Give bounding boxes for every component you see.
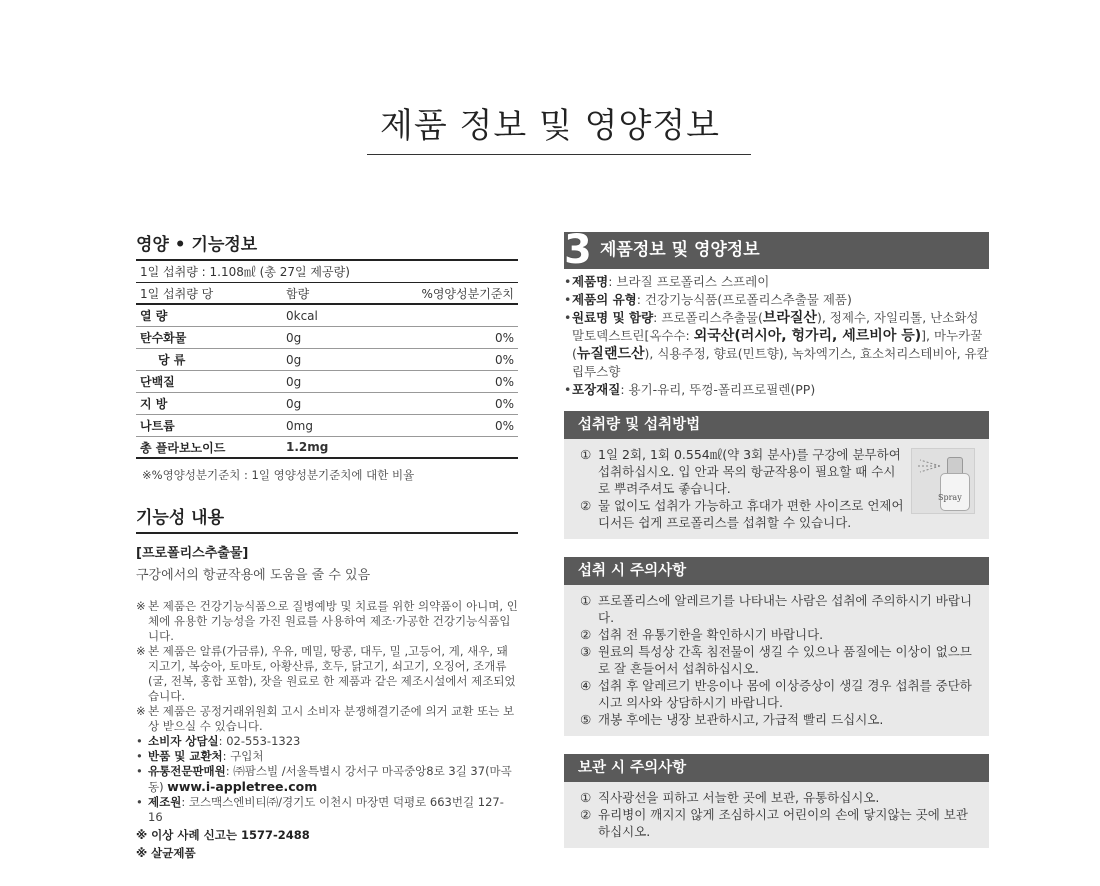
product-info-list <box>564 273 989 399</box>
nutrient-amount: 0mg <box>286 418 313 433</box>
distributor-url[interactable]: www.i-appletree.com <box>167 779 318 794</box>
consumer-center: • 소비자 상담실: 02-553-1323 <box>136 734 301 748</box>
product-package: • 포장재질: 용기-유리, 뚜껑-폴리프로필렌(PP) <box>564 382 816 397</box>
serving-size: 1일 섭취량 : 1.108㎖ (총 27일 제공량) <box>140 265 350 279</box>
functional-title: 기능성 내용 <box>136 503 518 534</box>
nutrition-row <box>136 437 518 459</box>
nutrient-name: 단백질 <box>140 375 175 389</box>
nutrient-amount: 1.2mg <box>286 440 329 454</box>
nutrient-name: 지 방 <box>140 397 168 411</box>
dosage-body <box>564 439 989 539</box>
report-hotline: ※ 이상 사례 신고는 1577-2488 <box>136 828 310 842</box>
product-info-title: 제품정보 및 영양정보 <box>600 240 760 260</box>
title-divider <box>367 154 751 155</box>
page-title: 제품 정보 및 영양정보 <box>379 106 721 146</box>
cautions-body <box>564 585 989 736</box>
header-amount: 함량 <box>286 286 310 301</box>
nutrition-table <box>136 259 518 459</box>
nutrient-pct: 0% <box>494 396 514 411</box>
spray-bottle-icon <box>911 448 975 514</box>
dosage-title: 섭취량 및 섭취방법 <box>564 411 989 439</box>
nutrition-footnote: ※%영양성분기준치 : 1일 영양성분기준치에 대한 비율 <box>142 468 415 482</box>
storage-title: 보관 시 주의사항 <box>564 754 989 782</box>
nutrition-row <box>136 415 518 437</box>
right-column <box>564 227 989 848</box>
nutrient-name: 총 플라보노이드 <box>140 440 226 455</box>
nutrient-name: 당 류 <box>158 353 186 367</box>
nutrition-title: 영양 • 기능정보 <box>136 235 258 255</box>
product-info-header <box>564 227 989 273</box>
product-type: • 제품의 유형: 건강기능식품(프로폴리스추출물 제품) <box>564 292 852 307</box>
sterilized-label: ※ 살균제품 <box>136 846 196 860</box>
notice-item: ※ 본 제품은 공정거래위원회 고시 소비자 분쟁해결기준에 의거 교환 또는 보상 받으실 수 있습니다. <box>136 704 515 733</box>
notice-item: ※ 본 제품은 알류(가금류), 우유, 메밀, 땅콩, 대두, 밀 ,고등어, 게, 새우, 돼지고기, 복숭아, 토마토, 아황산류, 호두, 닭고기, 쇠고기, 오징어, 조개류(굴, 전복, 홍합 포함), 잣을 원료로 한 제품과 같은 제조시설에서 제조되었습니다. <box>136 644 516 703</box>
dosage-item: ① 1일 2회, 1회 0.554㎖(약 3회 분사)를 구강에 분무하여 섭취하십시오. 입 안과 목의 항균작용이 필요할 때 수시로 뿌려주셔도 좋습니다. <box>580 447 901 496</box>
caution-item: ① 프로폴리스에 알레르기를 나타내는 사람은 섭취에 주의하시기 바랍니다. <box>580 593 973 625</box>
caution-item: ⑤ 개봉 후에는 냉장 보관하시고, 가급적 빨리 드십시오. <box>580 712 884 727</box>
nutrient-amount: 0g <box>286 352 302 367</box>
spray-mist-icon <box>918 458 942 474</box>
storage-item: ② 유리병이 깨지지 않게 조심하시고 어린이의 손에 닿지않는 곳에 보관하십시오. <box>580 807 968 839</box>
nutrition-row <box>136 349 518 371</box>
return-place: • 반품 및 교환처: 구입처 <box>136 749 264 763</box>
spray-label: Spray <box>938 493 962 502</box>
header-pct: %영양성분기준치 <box>421 286 514 301</box>
functional-description: 구강에서의 항균작용에 도움을 줄 수 있음 <box>136 568 371 583</box>
nutrient-pct: 0% <box>494 418 514 433</box>
nutrition-row <box>136 305 518 327</box>
notice-item: ※ 본 제품은 건강기능식품으로 질병예방 및 치료를 위한 의약품이 아니며, 인체에 유용한 기능성을 가진 원료를 사용하여 제조·가공한 건강기능식품입니다. <box>136 599 518 643</box>
caution-item: ④ 섭취 후 알레르기 반응이나 몸에 이상증상이 생길 경우 섭취를 중단하시고 의사와 상담하시기 바랍니다. <box>580 678 972 710</box>
header-per-serving: 1일 섭취량 당 <box>140 286 214 301</box>
storage-item: ① 직사광선을 피하고 서늘한 곳에 보관, 유통하십시오. <box>580 790 880 805</box>
nutrient-name: 탄수화물 <box>140 331 187 345</box>
notice-list <box>136 599 518 861</box>
caution-item: ③ 원료의 특성상 간혹 침전물이 생길 수 있으나 품질에는 이상이 없으므로 잘 흔들어서 섭취하십시오. <box>580 644 972 676</box>
nutrition-row <box>136 371 518 393</box>
functional-ingredient: [프로폴리스추출물] <box>136 546 249 561</box>
dosage-item: ② 물 없이도 섭취가 가능하고 휴대가 편한 사이즈로 언제어디서든 쉽게 프로폴리스를 섭취할 수 있습니다. <box>580 498 904 530</box>
nutrient-pct: 0% <box>494 374 514 389</box>
product-ingredients: • 원료명 및 함량: 프로폴리스추출물(브라질산), 정제수, 자일리톨, 난소화성말토덱스트린[옥수수: 외국산(러시아, 헝가리, 세르비아 등)], 마누카꿀(뉴질랜드산), 식용주정, 향료(민트향), 녹차엑기스, 효소처리스테비아, 유칼립투스향 <box>564 310 989 379</box>
nutrition-row <box>136 393 518 415</box>
nutrient-name: 나트륨 <box>140 419 175 433</box>
storage-body <box>564 782 989 848</box>
nutrient-amount: 0g <box>286 330 302 345</box>
nutrient-amount: 0kcal <box>286 308 318 323</box>
nutrient-pct: 0% <box>494 352 514 367</box>
distributor: • 유통전문판매원: ㈜팜스빌 /서울특별시 강서구 마곡중앙8로 3길 37(마곡동) www.i-appletree.com <box>136 764 512 794</box>
manufacturer: • 제조원: 코스맥스엔비티㈜/경기도 이천시 마장면 덕평로 663번길 127-16 <box>136 795 504 824</box>
cautions-title: 섭취 시 주의사항 <box>564 557 989 585</box>
product-name: • 제품명: 브라질 프로폴리스 스프레이 <box>564 274 770 289</box>
serving-size-row <box>136 261 518 283</box>
left-column <box>136 230 518 861</box>
nutrition-header-row <box>136 283 518 305</box>
nutrient-name: 열 량 <box>140 309 168 323</box>
nutrient-amount: 0g <box>286 374 302 389</box>
nutrient-amount: 0g <box>286 396 302 411</box>
nutrient-pct: 0% <box>494 330 514 345</box>
section-number: 3 <box>564 227 592 273</box>
caution-item: ② 섭취 전 유통기한을 확인하시기 바랍니다. <box>580 627 824 642</box>
nutrition-row <box>136 327 518 349</box>
